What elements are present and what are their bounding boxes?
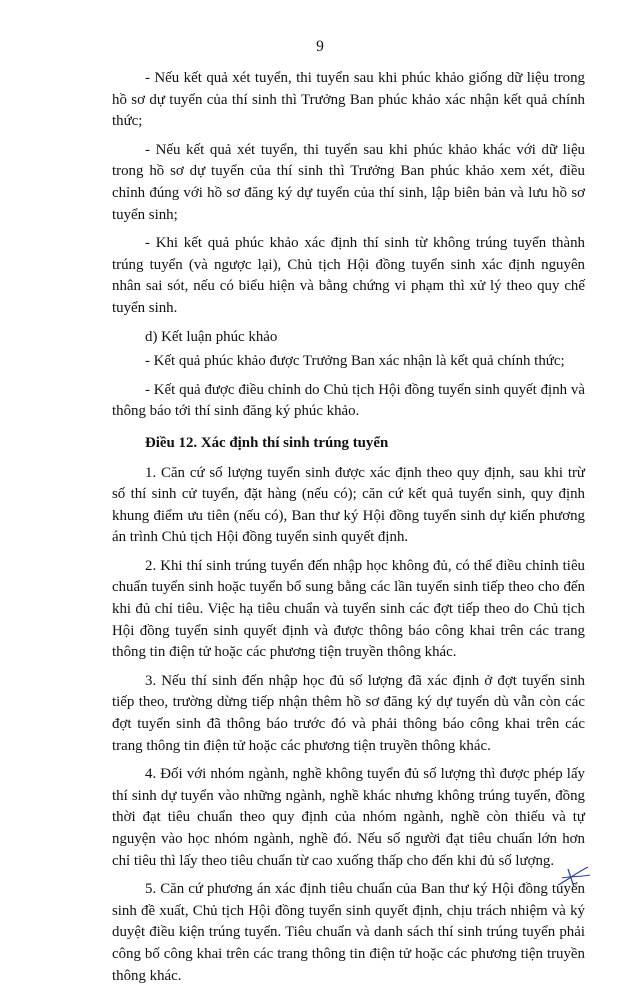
article-heading: Điều 12. Xác định thí sinh trúng tuyển xyxy=(145,434,389,451)
paragraph-review-same-result: - Nếu kết quả xét tuyển, thi tuyển sau khi phúc khảo giống dữ liệu trong hồ sơ dự tuyển của thí sinh thì Trưởng Ban phúc khảo xác nhận kết quả chính thức; xyxy=(112,70,585,130)
document-body xyxy=(112,68,585,994)
paragraph-review-conclusion-title: d) Kết luận phúc khảo xyxy=(145,328,278,345)
paragraph-review-official-result: - Kết quả phúc khảo được Trưởng Ban xác nhận là kết quả chính thức; xyxy=(145,353,565,370)
paragraph-article-item-4: 4. Đối với nhóm ngành, nghề không tuyển đủ số lượng thì được phép lấy thí sinh dự tuyển vào những ngành, nghề khác nhưng không trúng tuyển, đồng thời đạt tiêu chuẩn theo quy định của nhóm ngành, nghề còn thiếu và tự nguyện vào học nhóm ngành, nghề đó. Nếu số người đạt tiêu chuẩn lớn hơn chỉ tiêu thì lấy theo tiêu chuẩn từ cao xuống thấp cho đến khi đủ số lượng. xyxy=(112,766,585,869)
paragraph-review-status-change: - Khi kết quả phúc khảo xác định thí sinh từ không trúng tuyển thành trúng tuyển (và ngược lại), Chủ tịch Hội đồng tuyển sinh xác định nguyên nhân sai sót, nếu có biểu hiện và bằng chứng vi phạm thì xử lý theo quy chế tuyển sinh. xyxy=(112,235,585,316)
paragraph-review-adjustment: - Kết quả được điều chỉnh do Chủ tịch Hội đồng tuyển sinh quyết định và thông báo tới thí sinh đăng ký phúc khảo. xyxy=(112,381,585,420)
paragraph-article-item-3: 3. Nếu thí sinh đến nhập học đủ số lượng đã xác định ở đợt tuyển sinh tiếp theo, trường dừng tiếp nhận thêm hồ sơ đăng ký dự tuyển dù vẫn còn các đợt tuyển sinh đã thông báo trước đó và phải thông báo công khai trên các trang thông tin điện tử hoặc các phương tiện truyền thông khác. xyxy=(112,672,585,754)
page-number: 9 xyxy=(316,38,324,55)
paragraph-article-item-2: 2. Khi thí sinh trúng tuyển đến nhập học không đủ, có thể điều chỉnh tiêu chuẩn tuyển sinh hoặc tuyển bổ sung bằng các lần tuyển sinh tiếp theo cho đến khi đủ chỉ tiêu. Việc hạ tiêu chuẩn và tuyển sinh các đợt tiếp theo do Chủ tịch Hội đồng tuyển sinh quyết định và được thông báo công khai trên các trang thông tin điện tử hoặc các phương tiện truyền thông khác. xyxy=(112,557,585,661)
paragraph-article-item-5: 5. Căn cứ phương án xác định tiêu chuẩn của Ban thư ký Hội đồng tuyển sinh đề xuất, Chủ tịch Hội đồng tuyển sinh quyết định, chịu trách nhiệm và ký duyệt điều kiện trúng tuyển. Tiêu chuẩn và danh sách thí sinh trúng tuyển phải công bố công khai trên các trang thông tin điện tử hoặc các phương tiện truyền thông khác. xyxy=(112,881,585,984)
paragraph-article-item-1: 1. Căn cứ số lượng tuyển sinh được xác định theo quy định, sau khi trừ số thí sinh cử tuyển, đặt hàng (nếu có); căn cứ kết quả tuyển sinh, quy định khung điểm ưu tiên (nếu có), Ban thư ký Hội đồng tuyển sinh dự kiến phương án trình Chủ tịch Hội đồng tuyển sinh quyết định. xyxy=(112,464,585,546)
paragraph-review-different-result: - Nếu kết quả xét tuyển, thi tuyển sau khi phúc khảo khác với dữ liệu trong hồ sơ dự tuyển của thí sinh thì Trưởng Ban phúc khảo xem xét, điều chỉnh đúng với hồ sơ đăng ký dự tuyển của thí sinh, lập biên bản và lưu hồ sơ tuyển sinh; xyxy=(112,141,585,223)
handwritten-initial-mark xyxy=(554,861,594,891)
